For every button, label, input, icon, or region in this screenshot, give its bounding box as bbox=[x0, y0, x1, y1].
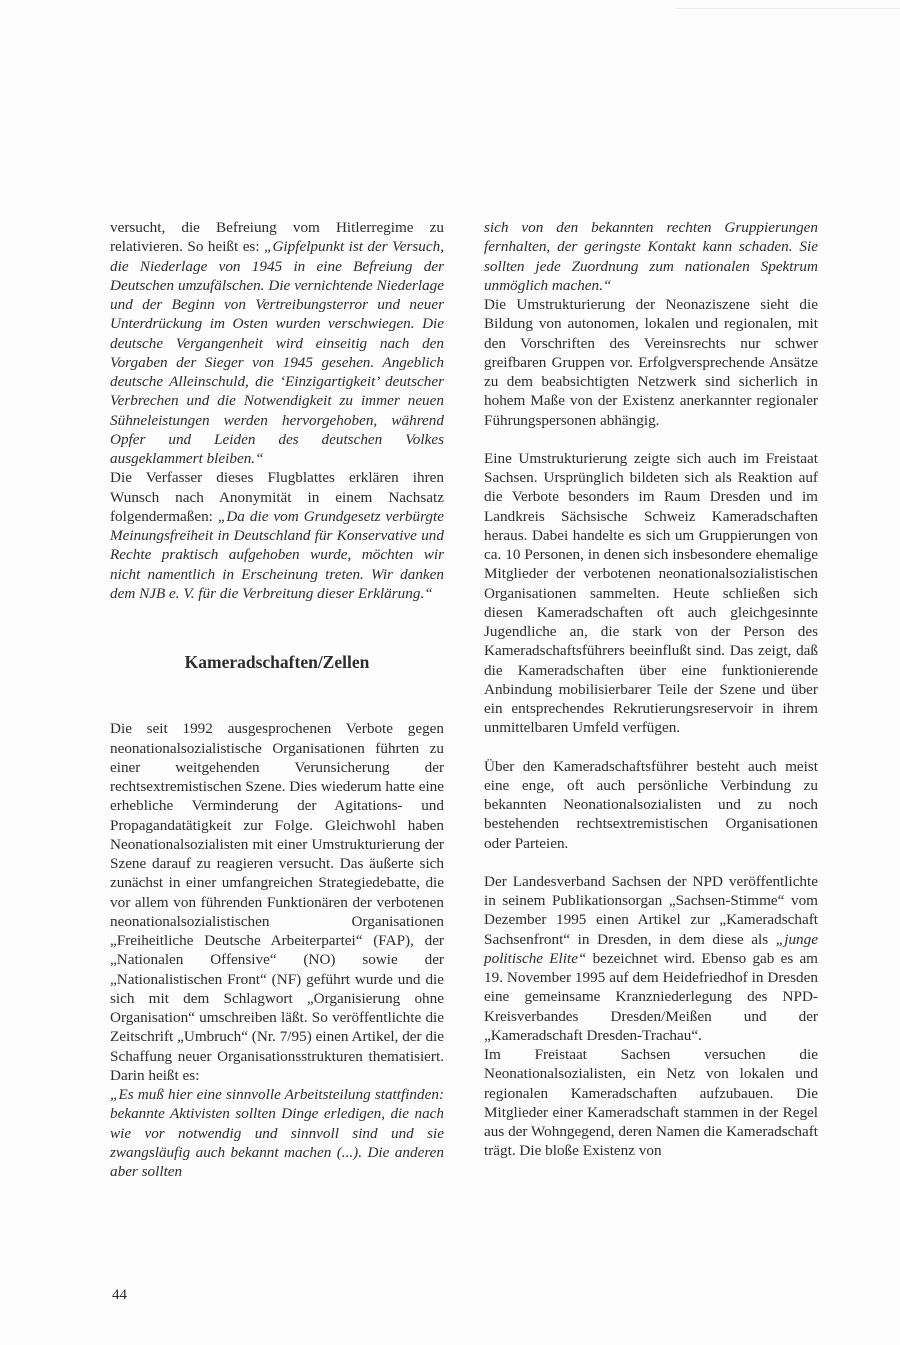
paragraph bbox=[110, 1085, 444, 1181]
quote-text: „junge politische Elite“ bbox=[484, 930, 818, 967]
paragraph-text: bezeichnet wird. Ebenso gab es am 19. November 1995 auf dem Heidefriedhof in Dresden eine gemeinsame Kranzniederlegung des NPD-Kreisverbandes Dresden/Meißen und der „Kameradschaft Dresden-Trachau“. bbox=[484, 949, 819, 1044]
paragraph bbox=[110, 218, 444, 468]
quote-text: „Da die vom Grundgesetz verbürgte Meinungsfreiheit in Deutschland für Konservative und Rechte praktisch aufgehoben wurde, möchten wir nicht namentlich in Erscheinung treten. Wir danken dem NJB e. V. für die Verbreitung dieser Erklärung.“ bbox=[110, 507, 444, 602]
paragraph-text: Die Verfasser dieses Flugblattes erklären ihren Wunsch nach Anonymität in einem Nachsatz folgendermaßen: bbox=[110, 469, 444, 525]
right-column bbox=[484, 218, 818, 1161]
paragraph: Im Freistaat Sachsen versuchen die Neonationalsozialisten, ein Netz von lokalen und regionalen Kameradschaften aufzubauen. Die Mitglieder einer Kameradschaft stammen in der Regel aus der Wohngegend, deren Namen die Kameradschaft trägt. Die bloße Existenz von bbox=[484, 1046, 818, 1160]
paragraph-text: versucht, die Befreiung vom Hitlerregime zu relativieren. So heißt es: bbox=[110, 219, 444, 256]
paragraph bbox=[110, 468, 444, 603]
quote-text: sich von den bekannten rechten Gruppierungen fernhalten, der geringste Kontakt kann schaden. Sie sollten jede Zuordnung zum nationalen Spektrum unmöglich machen.“ bbox=[484, 219, 818, 294]
scan-edge-mark bbox=[676, 0, 900, 9]
paragraph-text: Der Landesverband Sachsen der NPD veröffentlichte in seinem Publikationsorgan „Sachsen-Stimme“ vom Dezember 1995 einen Artikel zur „Kameradschaft Sachsenfront“ in Dresden, in dem diese als bbox=[484, 872, 818, 948]
paragraph bbox=[484, 218, 818, 295]
section-heading: Kameradschaften/Zellen bbox=[184, 652, 370, 672]
quote-text: „Es muß hier eine sinnvolle Arbeitsteilung stattfinden: bekannte Aktivisten sollten Dinge erledigen, die nach wie vor notwendig und sinnvoll sind und sie zwangsläufig auch bekannt machen (...). Die anderen aber sollten bbox=[110, 1086, 444, 1180]
quote-text: „Gipfelpunkt ist der Versuch, die Niederlage von 1945 in eine Befreiung der Deutschen umzufälschen. Die vernichtende Niederlage und der Beginn von Vertreibungsterror und neuer Unterdrückung im Osten wurden verschwiegen. Die deutsche Vergangenheit wird einseitig nach den Vorgaben der Sieger von 1945 gesehen. Angeblich deutsche Alleinschuld, die ‘Einzigartigkeit’ deutscher Verbrechen und die Notwendigkeit zu immer neuen Sühneleistungen werden hervorgehoben, während Opfer und Leiden des deutschen Volkes ausgeklammert bleiben.“ bbox=[110, 238, 444, 467]
paragraph: Eine Umstrukturierung zeigte sich auch im Freistaat Sachsen. Ursprünglich bildeten sich als Reaktion auf die Verbote besonders im Raum Dresden und im Landkreis Sächsische Schweiz Kameradschaften heraus. Dabei handelte es sich um Gruppierungen von ca. 10 Personen, in denen sich insbesondere ehemalige Mitglieder der verbotenen neonationalsozialistischen Organisationen sammelten. Heute schließen sich diesen Kameradschaften oft auch gleichgesinnte Jugendliche an, die stark von der Person des Kameradschaftsführers beeinflußt sind. Das zeigt, daß die Kameradschaften über eine funktionierende Anbindung mobilisierbarer Teile der Szene und über ein entsprechendes Rekrutierungsreservoir in ihrem unmittelbaren Umfeld verfügen. bbox=[484, 449, 818, 737]
paragraph: Die Umstrukturierung der Neonaziszene sieht die Bildung von autonomen, lokalen und regionalen, mit den Vorschriften des Vereinsrechts nur schwer greifbaren Gruppen vor. Erfolgversprechende Ansätze zu dem beabsichtigten Netzwerk sind sicherlich in hohem Maße von der Existenz anerkannter regionaler Führungspersonen abhängig. bbox=[484, 296, 818, 429]
page-number: 44 bbox=[112, 1287, 127, 1303]
paragraph bbox=[484, 872, 818, 1045]
paragraph: Über den Kameradschaftsführer besteht auch meist eine enge, oft auch persönliche Verbindung zu bekannten Neonationalsozialisten und zu noch bestehenden rechtsextremistischen Organisationen oder Parteien. bbox=[484, 757, 818, 852]
paragraph: Die seit 1992 ausgesprochenen Verbote gegen neonationalsozialistische Organisationen führten zu einer weitgehenden Verunsicherung der rechtsextremistischen Szene. Dies wiederum hatte eine erhebliche Verminderung der Agitations- und Propagandatätigkeit zur Folge. Gleichwohl haben Neonationalsozialisten mit einer Umstrukturierung der Szene darauf zu reagieren versucht. Das äußerte sich zunächst in einer umfangreichen Strategiedebatte, die vor allem von führenden Funktionären der verbotenen neonationalsozialistischen Organisationen „Freiheitliche Deutsche Arbeiterpartei“ (FAP), der „Nationalen Offensive“ (NO) sowie der „Nationalistischen Front“ (NF) geführt wurde und die sich mit dem Schlagwort „Organisierung ohne Organisation“ umschreiben läßt. So veröffentlichte die Zeitschrift „Umbruch“ (Nr. 7/95) einen Artikel, der die Schaffung neuer Organisationsstrukturen thematisiert. Darin heißt es: bbox=[110, 720, 444, 1084]
left-column bbox=[110, 218, 444, 1181]
